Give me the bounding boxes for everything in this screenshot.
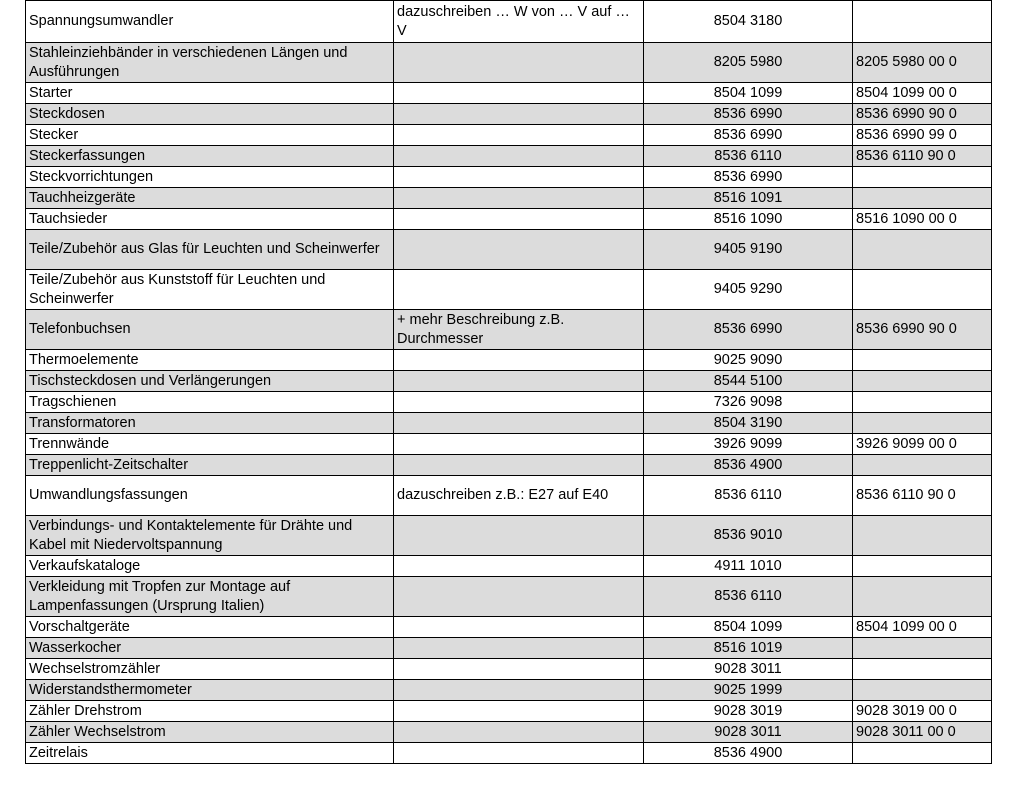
description-cell: Zähler Drehstrom <box>26 701 394 722</box>
tariff-code-cell: 4911 1010 <box>644 556 853 577</box>
tariff-code-cell: 3926 9099 <box>644 434 853 455</box>
note-cell <box>394 371 644 392</box>
table-row <box>26 516 992 556</box>
table-row <box>26 476 992 516</box>
note-cell <box>394 659 644 680</box>
full-code-cell: 8516 1090 00 0 <box>853 209 992 230</box>
full-code-cell: 8504 1099 00 0 <box>853 83 992 104</box>
table-row <box>26 1 992 43</box>
table-row <box>26 270 992 310</box>
note-cell: dazuschreiben z.B.: E27 auf E40 <box>394 476 644 516</box>
note-cell <box>394 209 644 230</box>
note-cell <box>394 350 644 371</box>
note-cell <box>394 230 644 270</box>
tariff-code-cell: 9405 9290 <box>644 270 853 310</box>
full-code-cell <box>853 577 992 617</box>
tariff-code-cell: 9025 9090 <box>644 350 853 371</box>
table-row <box>26 722 992 743</box>
note-cell <box>394 392 644 413</box>
note-cell <box>394 43 644 83</box>
description-cell: Tischsteckdosen und Verlängerungen <box>26 371 394 392</box>
description-cell: Verkleidung mit Tropfen zur Montage auf Lampenfassungen (Ursprung Italien) <box>26 577 394 617</box>
description-cell: Starter <box>26 83 394 104</box>
table-row <box>26 43 992 83</box>
tariff-code-cell: 8516 1091 <box>644 188 853 209</box>
tariff-code-cell: 8536 4900 <box>644 743 853 764</box>
full-code-cell: 8205 5980 00 0 <box>853 43 992 83</box>
table-row <box>26 310 992 350</box>
full-code-cell <box>853 392 992 413</box>
full-code-cell <box>853 556 992 577</box>
description-cell: Trennwände <box>26 434 394 455</box>
description-cell: Tragschienen <box>26 392 394 413</box>
note-cell <box>394 701 644 722</box>
description-cell: Telefonbuchsen <box>26 310 394 350</box>
tariff-code-cell: 9028 3019 <box>644 701 853 722</box>
description-cell: Treppenlicht-Zeitschalter <box>26 455 394 476</box>
tariff-code-cell: 8536 9010 <box>644 516 853 556</box>
table-row <box>26 83 992 104</box>
table-body <box>26 1 992 764</box>
table-row <box>26 146 992 167</box>
tariff-code-cell: 8516 1019 <box>644 638 853 659</box>
tariff-code-cell: 8536 6990 <box>644 104 853 125</box>
note-cell <box>394 680 644 701</box>
table-row <box>26 577 992 617</box>
table-row <box>26 743 992 764</box>
note-cell <box>394 167 644 188</box>
table-row <box>26 617 992 638</box>
note-cell <box>394 638 644 659</box>
description-cell: Thermoelemente <box>26 350 394 371</box>
description-cell: Wechselstromzähler <box>26 659 394 680</box>
tariff-code-cell: 8516 1090 <box>644 209 853 230</box>
table-row <box>26 455 992 476</box>
tariff-code-cell: 8544 5100 <box>644 371 853 392</box>
full-code-cell: 8536 6990 90 0 <box>853 104 992 125</box>
full-code-cell <box>853 371 992 392</box>
full-code-cell <box>853 188 992 209</box>
note-cell <box>394 413 644 434</box>
description-cell: Spannungsumwandler <box>26 1 394 43</box>
full-code-cell <box>853 270 992 310</box>
full-code-cell <box>853 516 992 556</box>
description-cell: Stahleinziehbänder in verschiedenen Längen und Ausführungen <box>26 43 394 83</box>
full-code-cell: 8536 6990 90 0 <box>853 310 992 350</box>
note-cell <box>394 743 644 764</box>
note-cell <box>394 188 644 209</box>
table-row <box>26 230 992 270</box>
full-code-cell <box>853 743 992 764</box>
tariff-code-cell: 8536 6990 <box>644 310 853 350</box>
tariff-code-cell: 8504 1099 <box>644 617 853 638</box>
full-code-cell: 8536 6110 90 0 <box>853 476 992 516</box>
description-cell: Zähler Wechselstrom <box>26 722 394 743</box>
note-cell <box>394 577 644 617</box>
table-row <box>26 434 992 455</box>
table-row <box>26 167 992 188</box>
tariff-code-cell: 8504 3190 <box>644 413 853 434</box>
description-cell: Steckerfassungen <box>26 146 394 167</box>
description-cell: Wasserkocher <box>26 638 394 659</box>
note-cell <box>394 434 644 455</box>
table-row <box>26 209 992 230</box>
full-code-cell: 8536 6990 99 0 <box>853 125 992 146</box>
full-code-cell <box>853 167 992 188</box>
note-cell <box>394 83 644 104</box>
full-code-cell <box>853 230 992 270</box>
table-row <box>26 556 992 577</box>
note-cell <box>394 125 644 146</box>
table-row <box>26 413 992 434</box>
description-cell: Steckvorrichtungen <box>26 167 394 188</box>
description-cell: Steckdosen <box>26 104 394 125</box>
note-cell <box>394 270 644 310</box>
tariff-code-cell: 8536 6990 <box>644 125 853 146</box>
full-code-cell <box>853 1 992 43</box>
table-row <box>26 125 992 146</box>
tariff-code-cell: 9025 1999 <box>644 680 853 701</box>
full-code-cell: 8536 6110 90 0 <box>853 146 992 167</box>
tariff-code-cell: 8536 6110 <box>644 577 853 617</box>
full-code-cell: 9028 3019 00 0 <box>853 701 992 722</box>
note-cell <box>394 556 644 577</box>
tariff-code-cell: 8504 1099 <box>644 83 853 104</box>
description-cell: Transformatoren <box>26 413 394 434</box>
description-cell: Zeitrelais <box>26 743 394 764</box>
full-code-cell: 3926 9099 00 0 <box>853 434 992 455</box>
note-cell: dazuschreiben … W von … V auf … V <box>394 1 644 43</box>
description-cell: Tauchsieder <box>26 209 394 230</box>
full-code-cell: 9028 3011 00 0 <box>853 722 992 743</box>
tariff-code-cell: 8205 5980 <box>644 43 853 83</box>
table-row <box>26 659 992 680</box>
table-row <box>26 701 992 722</box>
table-row <box>26 680 992 701</box>
full-code-cell <box>853 413 992 434</box>
tariff-code-cell: 9405 9190 <box>644 230 853 270</box>
description-cell: Verbindungs- und Kontaktelemente für Drähte und Kabel mit Niedervoltspannung <box>26 516 394 556</box>
description-cell: Verkaufskataloge <box>26 556 394 577</box>
note-cell <box>394 516 644 556</box>
full-code-cell <box>853 659 992 680</box>
description-cell: Tauchheizgeräte <box>26 188 394 209</box>
table-row <box>26 638 992 659</box>
note-cell <box>394 455 644 476</box>
description-cell: Umwandlungsfassungen <box>26 476 394 516</box>
tariff-code-cell: 8536 6110 <box>644 476 853 516</box>
tariff-code-cell: 7326 9098 <box>644 392 853 413</box>
tariff-code-cell: 8536 4900 <box>644 455 853 476</box>
note-cell <box>394 617 644 638</box>
table-row <box>26 104 992 125</box>
table-row <box>26 371 992 392</box>
full-code-cell <box>853 638 992 659</box>
full-code-cell <box>853 350 992 371</box>
tariff-code-cell: 9028 3011 <box>644 722 853 743</box>
description-cell: Stecker <box>26 125 394 146</box>
description-cell: Vorschaltgeräte <box>26 617 394 638</box>
tariff-code-cell: 9028 3011 <box>644 659 853 680</box>
table-row <box>26 350 992 371</box>
table-row <box>26 188 992 209</box>
tariff-code-cell: 8504 3180 <box>644 1 853 43</box>
note-cell <box>394 104 644 125</box>
note-cell <box>394 146 644 167</box>
table-row <box>26 392 992 413</box>
description-cell: Teile/Zubehör aus Glas für Leuchten und Scheinwerfer <box>26 230 394 270</box>
customs-code-table <box>25 0 992 764</box>
full-code-cell <box>853 680 992 701</box>
description-cell: Widerstandsthermometer <box>26 680 394 701</box>
note-cell: + mehr Beschreibung z.B. Durchmesser <box>394 310 644 350</box>
description-cell: Teile/Zubehör aus Kunststoff für Leuchten und Scheinwerfer <box>26 270 394 310</box>
full-code-cell <box>853 455 992 476</box>
full-code-cell: 8504 1099 00 0 <box>853 617 992 638</box>
tariff-code-cell: 8536 6110 <box>644 146 853 167</box>
tariff-code-cell: 8536 6990 <box>644 167 853 188</box>
note-cell <box>394 722 644 743</box>
